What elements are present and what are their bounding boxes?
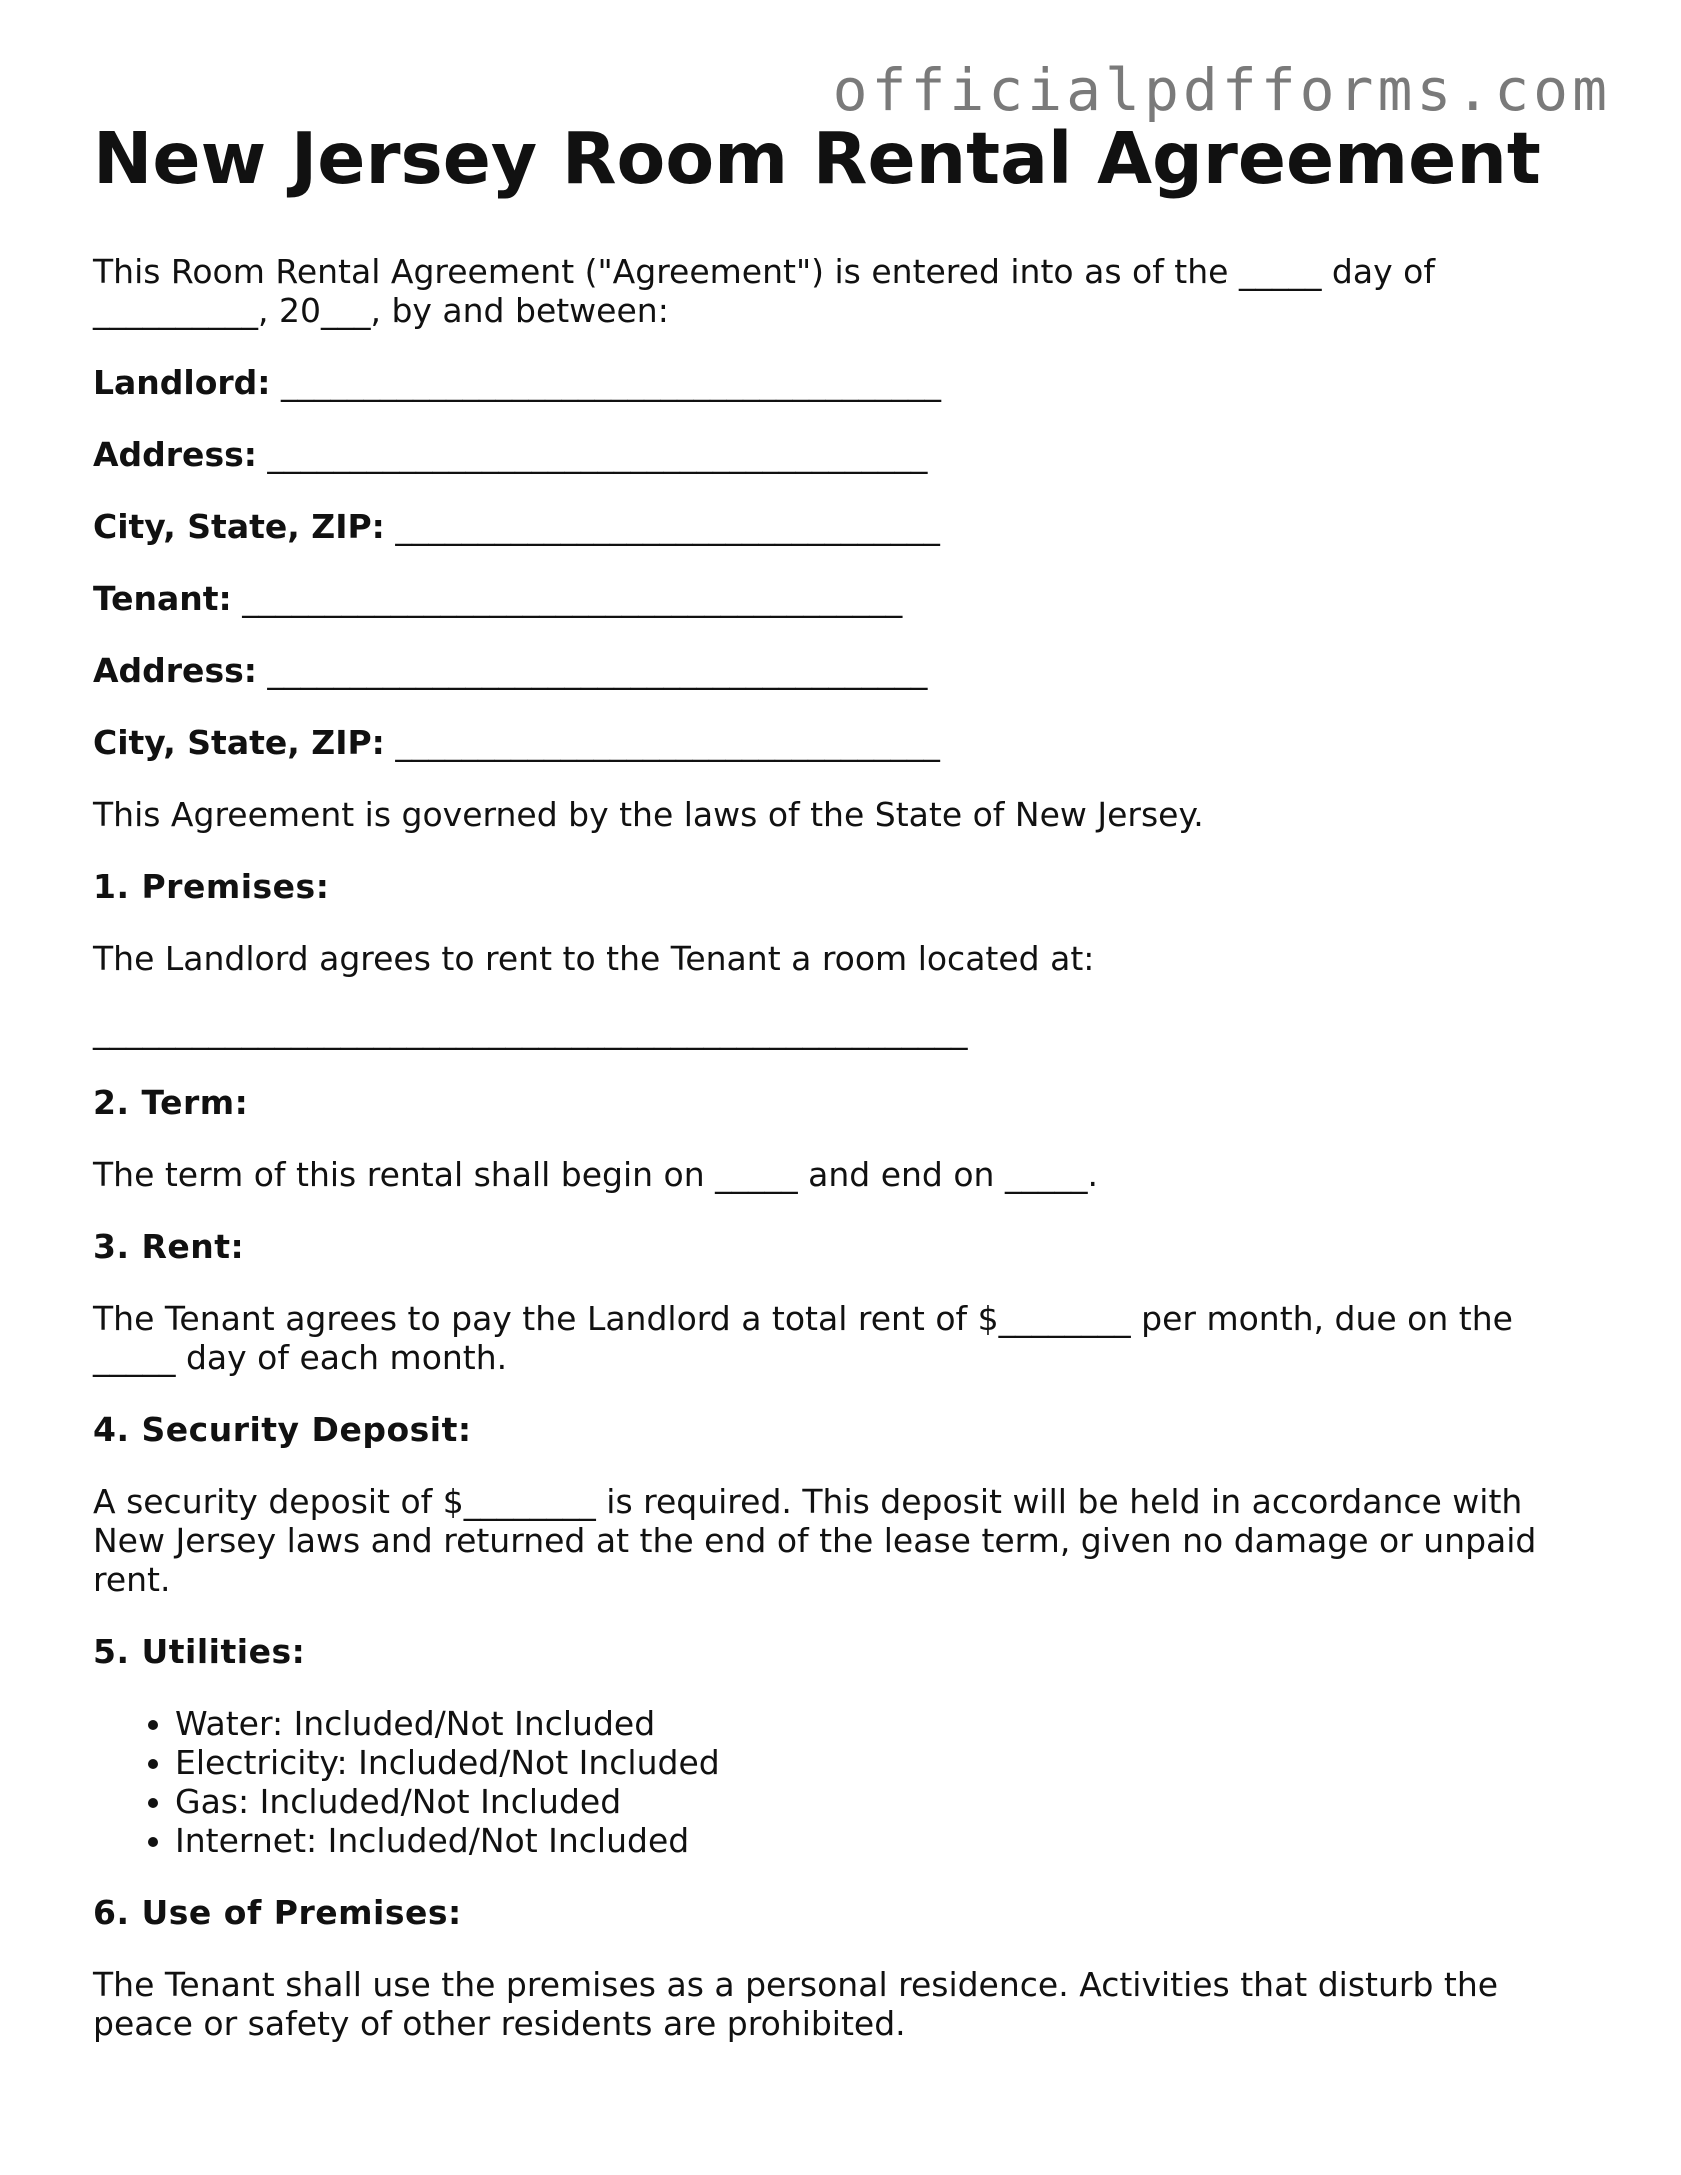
document-page xyxy=(93,112,1593,2043)
section-heading-deposit: 4. Security Deposit: xyxy=(93,1410,472,1449)
field-label: City, State, ZIP: xyxy=(93,723,385,762)
landlord-city-state-zip-blank[interactable]: _________________________________ xyxy=(395,507,940,546)
landlord-address-field xyxy=(93,435,1593,474)
governing-law: This Agreement is governed by the laws of the State of New Jersey. xyxy=(93,795,1204,834)
tenant-blank[interactable]: ________________________________________ xyxy=(242,579,903,618)
page-title: New Jersey Room Rental Agreement xyxy=(93,117,1541,200)
list-item: • Water: Included/Not Included xyxy=(175,1704,1593,1743)
premises-address-blank[interactable]: _____________________________________________________ xyxy=(93,1011,968,1050)
tenant-address-field xyxy=(93,651,1593,690)
field-label: Address: xyxy=(93,651,257,690)
intro-paragraph: This Room Rental Agreement ("Agreement") is entered into as of the _____ day of __________, 20___, by and between: xyxy=(93,252,1435,330)
section-heading-rent: 3. Rent: xyxy=(93,1227,245,1266)
section-heading-premises: 1. Premises: xyxy=(93,867,330,906)
term-text: The term of this rental shall begin on _____ and end on _____. xyxy=(93,1155,1098,1194)
rent-text: The Tenant agrees to pay the Landlord a total rent of $________ per month, due on the _____ day of each month. xyxy=(93,1299,1513,1377)
landlord-address-blank[interactable]: ________________________________________ xyxy=(267,435,928,474)
section-heading-term: 2. Term: xyxy=(93,1083,249,1122)
field-label: Tenant: xyxy=(93,579,232,618)
landlord-field xyxy=(93,363,1593,402)
list-item: • Internet: Included/Not Included xyxy=(175,1821,1593,1860)
section-heading-utilities: 5. Utilities: xyxy=(93,1632,306,1671)
field-label: City, State, ZIP: xyxy=(93,507,385,546)
tenant-city-state-zip-field xyxy=(93,723,1593,762)
watermark: officialpdfforms.com xyxy=(832,56,1611,124)
tenant-field xyxy=(93,579,1593,618)
utilities-list xyxy=(93,1704,1593,1860)
landlord-city-state-zip-field xyxy=(93,507,1593,546)
tenant-city-state-zip-blank[interactable]: _________________________________ xyxy=(395,723,940,762)
field-label: Landlord: xyxy=(93,363,271,402)
section-heading-use: 6. Use of Premises: xyxy=(93,1893,462,1932)
tenant-address-blank[interactable]: ________________________________________ xyxy=(267,651,928,690)
list-item: • Gas: Included/Not Included xyxy=(175,1782,1593,1821)
premises-text: The Landlord agrees to rent to the Tenant a room located at: xyxy=(93,939,1095,978)
list-item: • Electricity: Included/Not Included xyxy=(175,1743,1593,1782)
field-label: Address: xyxy=(93,435,257,474)
use-text: The Tenant shall use the premises as a personal residence. Activities that disturb the peace or safety of other residents are prohibited. xyxy=(93,1965,1499,2043)
deposit-text: A security deposit of $________ is required. This deposit will be held in accordance with New Jersey laws and returned at the end of the lease term, given no damage or unpaid rent. xyxy=(93,1482,1537,1599)
landlord-blank[interactable]: ________________________________________ xyxy=(281,363,941,402)
